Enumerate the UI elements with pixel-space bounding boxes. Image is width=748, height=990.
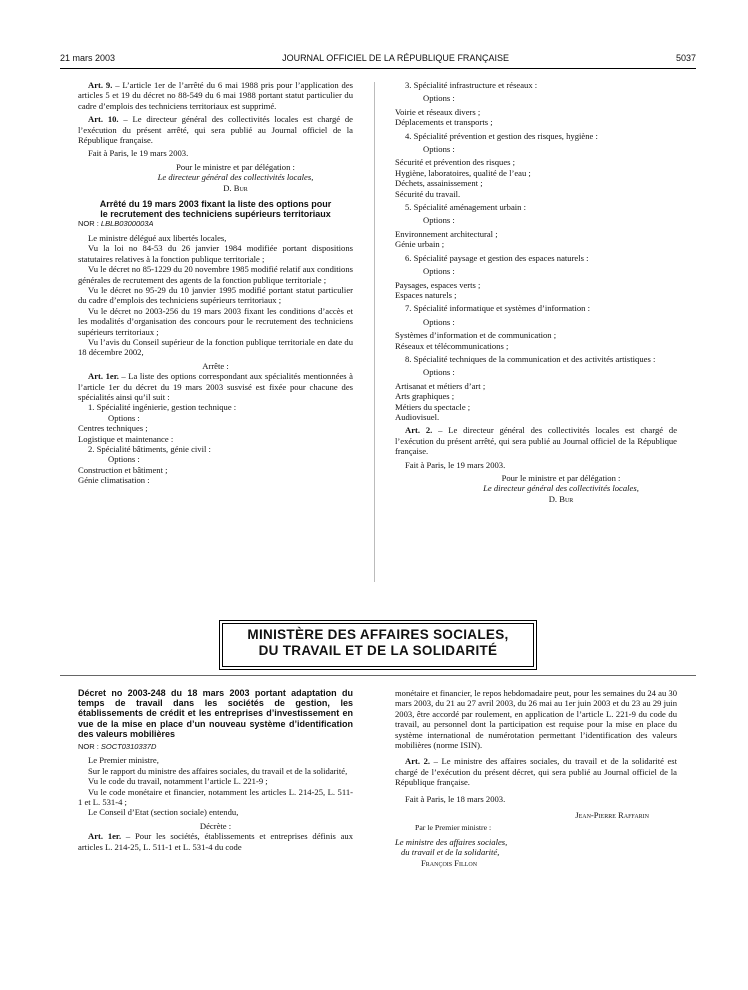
ministry-banner-inner (222, 623, 534, 667)
option-item: Hygiène, laboratoires, qualité de l’eau ; (395, 167, 531, 178)
option-item: Voirie et réseaux divers ; (395, 106, 481, 117)
option-item: Génie climatisation : (78, 475, 150, 486)
paragraph: Vu le code du travail, notamment l’article L. 221-9 ; (88, 776, 268, 787)
option-item: Systèmes d’information et de communication ; (395, 330, 557, 341)
article-text: – Le ministre des affaires sociales, du travail et de la solidarité est chargé de l’exécution du présent décret, qui sera publié au Journal officiel de la République française. (395, 756, 678, 788)
decret-title: Décret no 2003-248 du 18 mars 2003 portant adaptation du temps de travail dans les sociétés de gestion, les établissements de crédit et les entreprises d’investissement en vue de la mise en place d’un nouveau système d’identification des valeurs mobilières (78, 688, 353, 739)
arrete-heading: Arrête : (202, 360, 229, 371)
decrete-heading: Décrète : (199, 820, 232, 831)
option-item: Artisanat et métiers d’art ; (395, 380, 486, 391)
paragraph: Vu le décret no 85-1229 du 20 novembre 1985 modifié relatif aux conditions générales de recrutement des agents de la fonction publique territoriale ; (78, 264, 353, 285)
running-header (60, 51, 696, 65)
nor-label: NOR : (78, 742, 101, 752)
nor-reference (78, 742, 353, 752)
article-text: – Le directeur général des collectivités locales est chargé de l’exécution du présent arrêté, qui sera publié au Journal officiel de la République française. (78, 114, 354, 146)
option-item: Sécurité du travail. (395, 188, 461, 199)
option-item: Environnement architectural ; (395, 228, 498, 239)
signature-name: D. Bur (548, 493, 574, 504)
ministry-line-2: DU TRAVAIL ET DE LA SOLIDARITÉ (258, 643, 498, 658)
signature-name: D. Bur (223, 182, 248, 193)
paragraph: Le Conseil d’Etat (section sociale) entendu, (88, 807, 239, 818)
article-2 (395, 756, 677, 787)
article-text: – Le directeur général des collectivités locales est chargé de l’exécution du présent arrêté, qui sera publié au Journal officiel de la République française. (395, 425, 678, 457)
paragraph: Vu l’avis du Conseil supérieur de la fonction publique territoriale en date du 18 décembre 2002, (78, 336, 353, 358)
option-item: Logistique et maintenance : (78, 433, 174, 444)
option-item: Sécurité et prévention des risques ; (395, 157, 516, 168)
article-1 (78, 371, 353, 402)
options-label: Options : (108, 454, 140, 465)
column-c (78, 688, 353, 852)
specialty-heading: 4. Spécialité prévention et gestion des risques, hygiène : (405, 130, 598, 141)
article-1 (78, 831, 353, 852)
article-2 (395, 425, 677, 456)
signature-line-2: Le directeur général des collectivités locales, (483, 483, 639, 494)
article-label: Art. 1er. (88, 831, 122, 842)
options-label: Options : (423, 144, 455, 155)
specialty-heading: 7. Spécialité informatique et systèmes d’information : (405, 303, 590, 314)
option-item: Déplacements et transports ; (395, 117, 493, 128)
header-rule (60, 68, 696, 69)
option-item: Arts graphiques ; (395, 391, 455, 402)
options-label: Options : (423, 93, 455, 104)
option-item: Espaces naturels ; (395, 289, 457, 300)
column-d (395, 688, 677, 868)
article-label: Art. 10. (88, 114, 119, 125)
article-text: – Pour les sociétés, établissements et entreprises définis aux articles L. 214-25, L. 511-1 et L. 531-4 du code (78, 831, 353, 852)
option-item: Construction et bâtiment ; (78, 464, 168, 475)
signature-line-1: Pour le ministre et par délégation : (501, 473, 621, 483)
article-label: Art. 1er. (88, 371, 119, 382)
page-number: 5037 (675, 52, 696, 63)
paragraph: Le ministre délégué aux libertés locales, (88, 232, 227, 243)
specialty-heading: 2. Spécialité bâtiments, génie civil : (88, 444, 211, 454)
column-b (395, 80, 677, 504)
specialty-heading: 8. Spécialité techniques de la communication et des activités artistiques : (405, 353, 656, 364)
paragraph: Vu le code monétaire et financier, notamment les articles L. 214-25, L. 511-1 et L. 531-4 ; (78, 786, 353, 808)
specialty-heading: 3. Spécialité infrastructure et réseaux : (405, 80, 538, 90)
option-item: Génie urbain ; (395, 239, 445, 250)
nor-code: SOCT0310337D (100, 742, 157, 752)
paragraph: Sur le rapport du ministre des affaires sociales, du travail et de la solidarité, (88, 765, 348, 776)
done-at: Fait à Paris, le 19 mars 2003. (405, 459, 506, 470)
paragraph: Vu le décret no 95-29 du 10 janvier 1995 modifié portant statut particulier du cadre d’emplois des techniciens supérieurs territoriaux ; (78, 284, 353, 306)
nor-reference (78, 219, 353, 229)
options-label: Options : (423, 215, 455, 226)
journal-title: JOURNAL OFFICIEL DE LA RÉPUBLIQUE FRANÇAISE (282, 52, 509, 63)
article-label: Art. 2. (405, 425, 433, 436)
article-10 (78, 114, 353, 145)
column-divider (374, 82, 375, 582)
ministry-line-1: MINISTÈRE DES AFFAIRES SOCIALES, (247, 627, 509, 642)
specialty-heading: 6. Spécialité paysage et gestion des espaces naturels : (405, 252, 589, 263)
signature-line-2: Le directeur général des collectivités locales, (157, 172, 314, 183)
signature-line-1: Pour le ministre et par délégation : (176, 161, 295, 172)
article-9 (78, 80, 353, 111)
option-item: Paysages, espaces verts ; (395, 279, 481, 290)
column-a (78, 80, 353, 486)
option-item: Audiovisuel. (395, 411, 440, 422)
options-label: Options : (423, 367, 455, 378)
nor-code: LBLB0300003A (100, 219, 154, 229)
article-label: Art. 2. (405, 756, 431, 767)
option-item: Métiers du spectacle ; (395, 401, 471, 412)
option-item: Déchets, assainissement ; (395, 178, 483, 189)
done-at: Fait à Paris, le 18 mars 2003. (405, 793, 506, 804)
specialty-heading: 5. Spécialité aménagement urbain : (405, 202, 526, 213)
article-text: – L’article 1er de l’arrêté du 6 mai 1988 pris pour l’application des articles 5 et 19 du décret no 88-549 du 6 mai 1988 portant statut particulier du cadre d’emplois des techniciens territoriaux est supprimé. (78, 80, 353, 111)
article-text: – La liste des options correspondant aux spécialités mentionnées à l’article 1er du décret du 19 mars 2003 susvisé est fixée pour chacune des spécialités ainsi qu’il suit : (78, 371, 353, 402)
header-date: 21 mars 2003 (60, 52, 116, 63)
minister-line-1: Le ministre des affaires sociales, (395, 836, 508, 847)
article-label: Art. 9. (88, 80, 113, 90)
section-rule (60, 675, 696, 676)
paragraph: Le Premier ministre, (88, 755, 159, 766)
done-at: Fait à Paris, le 19 mars 2003. (88, 148, 189, 159)
minister-line-2: du travail et de la solidarité, (401, 847, 500, 858)
nor-label: NOR : (78, 219, 101, 229)
options-label: Options : (423, 316, 455, 327)
option-item: Réseaux et télécommunications ; (395, 340, 509, 351)
paragraph: Vu le décret no 2003-256 du 19 mars 2003 fixant les conditions d’accès et les modalités d’organisation des concours pour le recrutement des techniciens supérieurs territoriaux ; (78, 305, 353, 337)
option-item: Centres techniques ; (78, 423, 148, 434)
arrete-title: Arrêté du 19 mars 2003 fixant la liste des options pour le recrutement des techniciens supérieurs territoriaux (99, 199, 332, 220)
paragraph: Vu la loi no 84-53 du 26 janvier 1984 modifiée portant dispositions statutaires relatives à la fonction publique territoriale ; (78, 243, 353, 264)
signer-name: Jean-Pierre Raffarin (575, 810, 649, 821)
options-label: Options : (108, 412, 140, 423)
minister-name: François Fillon (421, 857, 478, 868)
by-line: Par le Premier ministre : (415, 823, 492, 833)
paragraph: monétaire et financier, le repos hebdomadaire peut, pour les semaines du 24 au 30 mars 2003, du 21 au 27 avril 2003, du 26 mai au 1er juin 2003 et du 23 au 29 juin 2003, être accordé par roulement, en application de l’article L. 221-9 du code du travail, au personnel dont la participation est requise pour la mise en place du système international de numérotation permettant l’identification des valeurs mobilières (norme ISIN). (395, 688, 677, 751)
specialty-heading: 1. Spécialité ingénierie, gestion technique : (88, 402, 237, 413)
options-label: Options : (423, 266, 455, 277)
ministry-banner (219, 620, 537, 670)
